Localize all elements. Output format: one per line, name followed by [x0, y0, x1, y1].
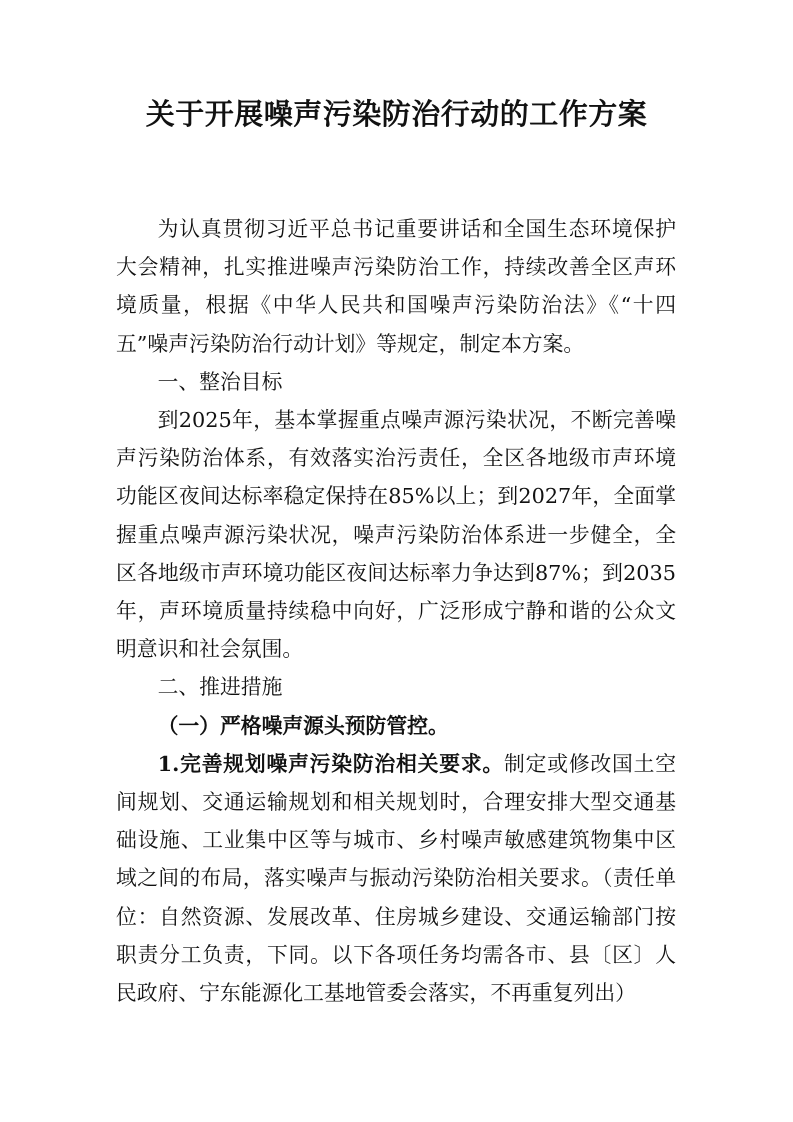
section2-heading: 二、推进措施	[157, 675, 283, 700]
item1-paragraph	[116, 745, 676, 1012]
section1-heading: 一、整治目标	[157, 369, 283, 394]
item1-body: 制定或修改国土空间规划、交通运输规划和相关规划时，合理安排大型交通基础设施、工业集中区等与城市、乡村噪声敏感建筑物集中区域之间的布局，落实噪声与振动污染防治相关要求。（责任单位：自然资源、发展改革、住房城乡建设、交通运输部门按职责分工负责，下同。以下各项任务均需各市、县〔区〕人民政府、宁东能源化工基地管委会落实，不再重复列出）	[116, 751, 676, 1006]
section2-subheading: （一）严格噪声源头预防管控。	[157, 712, 449, 738]
intro-paragraph: 为认真贯彻习近平总书记重要讲话和全国生态环境保护大会精神，扎实推进噪声污染防治工作，持续改善全区声环境质量，根据《中华人民共和国噪声污染防治法》《“十四五”噪声污染防治行动计划》等规定，制定本方案。	[116, 217, 676, 356]
section1-paragraph: 到2025年，基本掌握重点噪声源污染状况，不断完善噪声污染防治体系，有效落实治污责任，全区各地级市声环境功能区夜间达标率稳定保持在85%以上；到2027年，全面掌握重点噪声源污染状况，噪声污染防治体系进一步健全，全区各地级市声环境功能区夜间达标率力争达到87%；到2035年，声环境质量持续稳中向好，广泛形成宁静和谐的公众文明意识和社会氛围。	[116, 408, 676, 662]
document-title: 关于开展噪声污染防治行动的工作方案	[145, 97, 648, 131]
document-body	[116, 210, 676, 1012]
item1-lead: 1.完善规划噪声污染防治相关要求。	[157, 750, 505, 776]
